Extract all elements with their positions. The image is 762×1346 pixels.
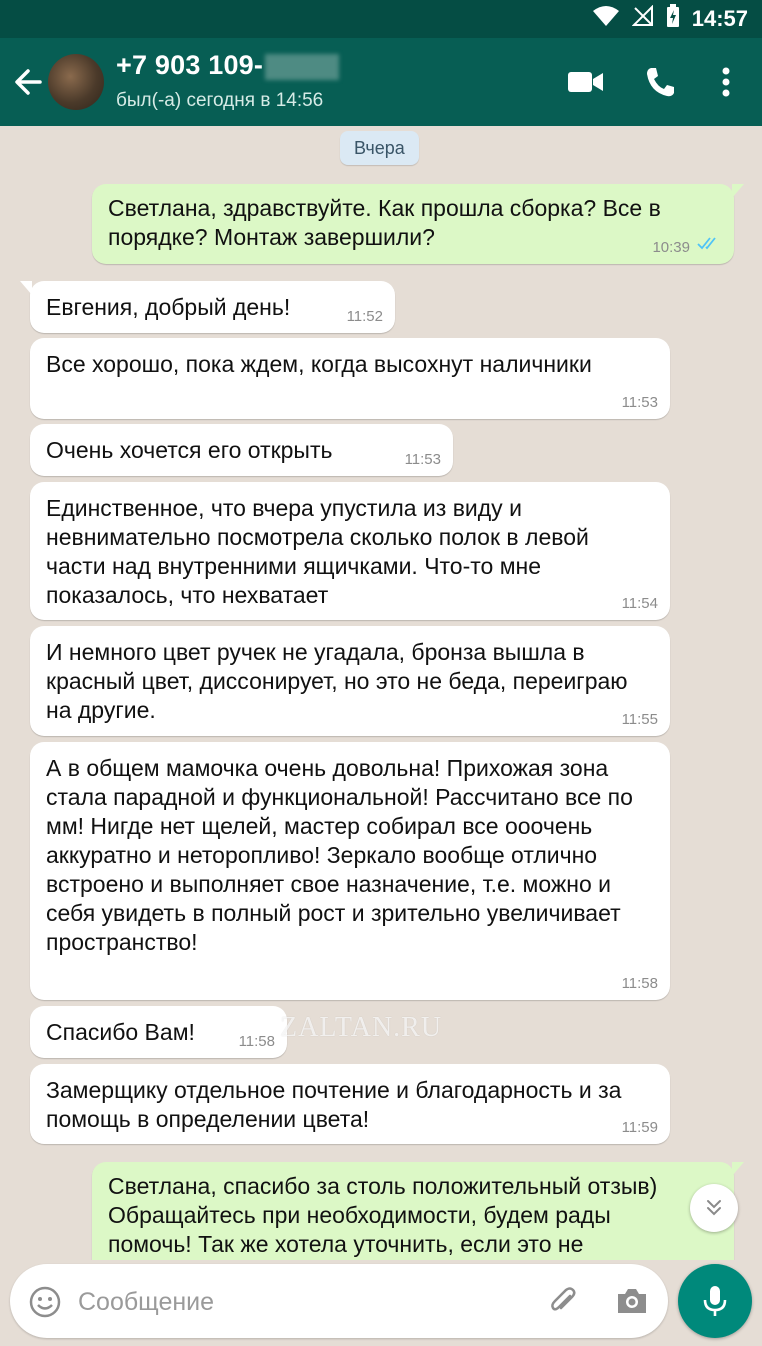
bubble-tail: [732, 184, 744, 198]
message-text: А в общем мамочка очень довольна! Прихожая зона стала парадной и функциональной! Рассчитано все по мм! Нигде нет щелей, мастер собирал все ооочень аккуратно и неторопливо! Зеркало вообще отлично встроено и выполняет свое назначение, т.е. можно и себя увидеть в полный рост и зрительно увеличивает пространство!: [46, 755, 633, 955]
message-outgoing[interactable]: [92, 184, 734, 264]
message-incoming[interactable]: [30, 1006, 287, 1058]
message-text: Единственное, что вчера упустила из виду и невнимательно посмотрела сколько полок в левой части над внутренними ящичками. Что-то мне показалось, что нехватает: [46, 495, 589, 608]
message-input[interactable]: [76, 1278, 540, 1326]
message-text: Спасибо Вам!: [46, 1019, 195, 1045]
contact-last-seen: был(-а) сегодня в 14:56: [116, 90, 324, 111]
scroll-to-bottom-button[interactable]: [690, 1184, 738, 1232]
attach-icon[interactable]: [546, 1284, 580, 1318]
bubble-tail: [732, 1162, 744, 1176]
camera-icon[interactable]: [614, 1284, 650, 1318]
microphone-button[interactable]: [678, 1264, 752, 1338]
message-text: Светлана, здравствуйте. Как прошла сборка? Все в порядке? Монтаж завершили?: [108, 195, 661, 250]
back-arrow-icon[interactable]: [10, 62, 46, 102]
emoji-icon[interactable]: [28, 1285, 62, 1319]
contact-name[interactable]: +7 903 109-: [116, 50, 339, 81]
no-signal-icon: [632, 5, 654, 33]
message-text: Светлана, спасибо за столь положительный отзыв) Обращайтесь при необходимости, будем рады помочь! Так же хотела уточнить, если это не: [108, 1173, 658, 1257]
message-text: Все хорошо, пока ждем, когда высохнут наличники: [46, 351, 592, 377]
message-time: 11:52: [346, 308, 383, 325]
message-text: Евгения, добрый день!: [46, 294, 291, 320]
status-time: 14:57: [691, 6, 748, 31]
message-incoming[interactable]: [30, 482, 670, 620]
message-incoming[interactable]: [30, 281, 395, 333]
redacted-number: [265, 54, 339, 80]
bubble-tail: [20, 281, 32, 295]
message-time: 11:53: [621, 394, 658, 411]
watermark: ZALTAN.RU: [280, 1012, 443, 1043]
phone-call-icon[interactable]: [642, 64, 678, 100]
message-outgoing[interactable]: [92, 1162, 734, 1260]
microphone-icon: [700, 1283, 730, 1319]
video-call-icon[interactable]: [566, 64, 606, 100]
message-text: Очень хочется его открыть: [46, 437, 333, 463]
message-text: И немного цвет ручек не угадала, бронза вышла в красный цвет, диссонирует, но это не беда, переиграю на другие.: [46, 639, 628, 723]
date-chip: Вчера: [340, 131, 419, 165]
message-time: 11:53: [404, 451, 441, 468]
overflow-menu-icon[interactable]: [712, 62, 740, 102]
message-incoming[interactable]: [30, 424, 453, 476]
status-bar: [0, 0, 762, 38]
read-ticks-icon: [696, 229, 722, 258]
message-time: 10:39: [652, 239, 690, 256]
battery-charging-icon: [666, 4, 680, 34]
message-time: 11:58: [621, 975, 658, 992]
wifi-icon: [592, 5, 620, 33]
avatar[interactable]: [48, 54, 104, 110]
double-chevron-down-icon: [703, 1197, 725, 1219]
message-time: 11:54: [621, 595, 658, 612]
message-incoming[interactable]: [30, 742, 670, 1000]
message-incoming[interactable]: [30, 338, 670, 419]
message-text: Замерщику отдельное почтение и благодарность и за помощь в определении цвета!: [46, 1077, 622, 1132]
message-composer: [10, 1264, 668, 1338]
message-incoming[interactable]: [30, 1064, 670, 1144]
message-time: 11:59: [621, 1119, 658, 1136]
chat-header: [0, 38, 762, 126]
message-incoming[interactable]: [30, 626, 670, 736]
chat-area[interactable]: [0, 126, 762, 1260]
message-time: 11:58: [238, 1033, 275, 1050]
message-time: 11:55: [621, 711, 658, 728]
